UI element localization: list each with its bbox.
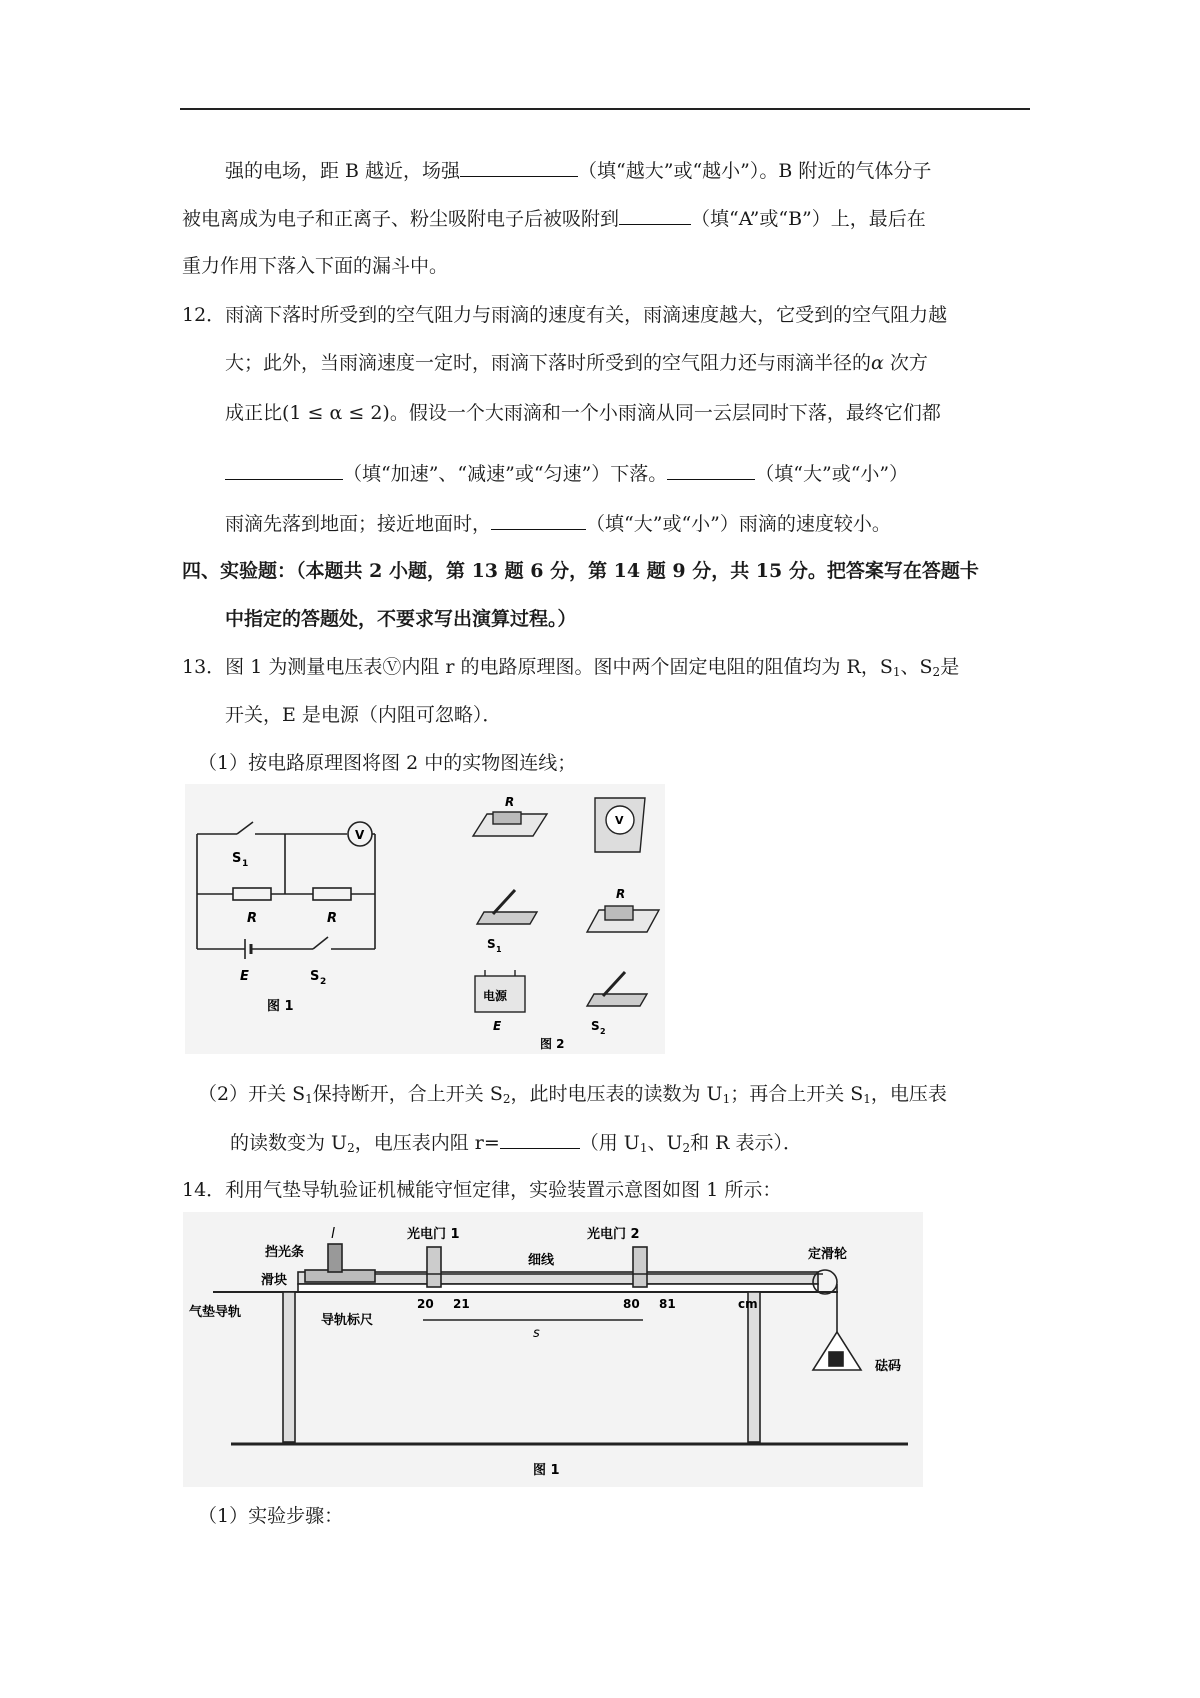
q13-part-1: （1）按电路原理图将图 2 中的实物图连线； — [198, 752, 577, 774]
label-r-mid: R — [616, 887, 626, 901]
q13-line-1 — [182, 655, 959, 679]
text: 是 — [940, 656, 960, 678]
label-voltmeter: V — [355, 828, 365, 842]
q14-part-1: （1）实验步骤： — [198, 1505, 344, 1527]
circuit-figure — [185, 784, 665, 1054]
label-s1: S — [232, 851, 242, 866]
label-string: 细线 — [528, 1253, 555, 1268]
alpha-symbol: α — [871, 352, 884, 374]
label-shade-strip: 挡光条 — [265, 1245, 305, 1260]
answer-blank[interactable] — [667, 461, 755, 480]
q13-part-2-line-1 — [198, 1082, 947, 1106]
label-sw2: S — [591, 1019, 600, 1033]
text: 、U — [647, 1132, 683, 1154]
tick-80: 80 — [623, 1297, 640, 1311]
label-power-source: 电源 — [483, 989, 508, 1003]
subscript: 2 — [502, 1092, 511, 1106]
tick-21: 21 — [453, 1297, 470, 1311]
q11-line-3: 重力作用下落入下面的漏斗中。 — [182, 255, 449, 277]
text: （填“A”或“B”）上，最后在 — [691, 208, 926, 230]
answer-blank[interactable] — [460, 158, 578, 177]
text: ，电压表 — [870, 1083, 947, 1105]
text: （2）开关 S — [198, 1083, 306, 1105]
label-s2: S — [310, 969, 320, 984]
label-e: E — [240, 969, 249, 984]
section-heading-line-1: 四、实验题：（本题共 2 小题，第 13 题 6 分，第 14 题 9 分，共 15 分。把答案写在答题卡 — [182, 560, 979, 582]
text: ，此时电压表的读数为 U — [510, 1083, 723, 1105]
q12-line-2 — [225, 351, 928, 375]
text: 保持断开，合上开关 S — [312, 1083, 503, 1105]
label-sw1-sub: 1 — [496, 945, 502, 954]
subscript: 1 — [305, 1092, 313, 1106]
text: 。假设一个大雨滴和一个小雨滴从同一云层同时下落，最终它们都 — [389, 402, 941, 424]
text: ；再合上开关 S — [730, 1083, 864, 1105]
tick-20: 20 — [417, 1297, 434, 1311]
text: （填“越大”或“越小”）。B 附近的气体分子 — [578, 160, 932, 182]
text: （填“大”或“小”） — [755, 463, 909, 485]
text: （用 U — [579, 1132, 640, 1154]
label-r-right: R — [327, 911, 338, 926]
caption-fig1: 图 1 — [267, 999, 294, 1014]
caption-fig2: 图 2 — [540, 1037, 565, 1051]
circuit-svg — [185, 784, 665, 1054]
air-track-svg — [183, 1212, 923, 1487]
text: 、S — [900, 656, 933, 678]
answer-blank[interactable] — [619, 206, 691, 225]
q13-part-2-line-2 — [230, 1130, 802, 1155]
subscript: 1 — [639, 1141, 648, 1155]
text: 的读数变为 U — [230, 1132, 348, 1154]
text: 成正比 — [225, 402, 283, 424]
answer-blank[interactable] — [491, 511, 586, 530]
label-track-scale: 导轨标尺 — [321, 1313, 374, 1328]
label-gate-1: 光电门 1 — [407, 1227, 460, 1242]
q12-line-1: 12．雨滴下落时所受到的空气阻力与雨滴的速度有关，雨滴速度越大，它受到的空气阻力越 — [182, 304, 948, 326]
label-s: s — [533, 1326, 540, 1341]
text: 雨滴先落到地面；接近地面时， — [225, 513, 492, 535]
label-s2-sub: 2 — [320, 977, 327, 987]
subscript: 1 — [892, 665, 901, 679]
label-s1-sub: 1 — [242, 859, 249, 869]
q12-line-5 — [225, 511, 891, 536]
label-sw2-sub: 2 — [600, 1027, 606, 1036]
air-track-figure — [183, 1212, 923, 1487]
subscript: 2 — [347, 1141, 355, 1155]
unit-cm: cm — [738, 1297, 758, 1311]
text: 次方 — [883, 352, 928, 374]
answer-blank[interactable] — [500, 1130, 580, 1149]
label-source-e: E — [493, 1019, 502, 1033]
subscript: 1 — [722, 1092, 731, 1106]
q12-line-3 — [225, 401, 941, 425]
text: （填“大”或“小”）雨滴的速度较小。 — [586, 513, 891, 535]
tick-81: 81 — [659, 1297, 676, 1311]
text: （填“加速”、“减速”或“匀速”）下落。 — [343, 463, 668, 485]
text: 13．图 1 为测量电压表Ⓥ内阻 r 的电路原理图。图中两个固定电阻的阻值均为 R，S — [182, 656, 893, 678]
label-r-left: R — [247, 911, 258, 926]
section-heading-line-2: 中指定的答题处，不要求写出演算过程。） — [225, 608, 577, 630]
q14-line-1: 14．利用气垫导轨验证机械能守恒定律，实验装置示意图如图 1 所示： — [182, 1179, 782, 1201]
label-l: l — [331, 1226, 335, 1242]
label-slider: 滑块 — [261, 1273, 288, 1288]
header-rule — [180, 108, 1030, 110]
subscript: 2 — [682, 1141, 691, 1155]
label-r-top: R — [505, 795, 515, 809]
subscript: 1 — [863, 1092, 871, 1106]
label-meter-v: V — [615, 814, 624, 827]
answer-blank[interactable] — [225, 461, 343, 480]
text: 被电离成为电子和正离子、粉尘吸附电子后被吸附到 — [182, 208, 620, 230]
caption-track-fig: 图 1 — [533, 1463, 560, 1478]
subscript: 2 — [932, 665, 941, 679]
text: ，电压表内阻 r= — [354, 1132, 500, 1154]
label-sw1: S — [487, 937, 496, 951]
q11-line-1 — [225, 158, 931, 183]
text: 强的电场，距 B 越近，场强 — [225, 160, 461, 182]
alpha-range: (1 ≤ α ≤ 2) — [282, 402, 390, 424]
text: 和 R 表示）． — [690, 1132, 802, 1154]
q13-line-2: 开关，E 是电源（内阻可忽略）． — [225, 704, 502, 726]
label-weight: 砝码 — [875, 1359, 902, 1374]
label-air-track: 气垫导轨 — [189, 1305, 242, 1320]
label-pulley: 定滑轮 — [808, 1247, 848, 1262]
text: 大；此外，当雨滴速度一定时，雨滴下落时所受到的空气阻力还与雨滴半径的 — [225, 352, 872, 374]
q12-line-4 — [225, 461, 908, 486]
label-gate-2: 光电门 2 — [587, 1227, 640, 1242]
q11-line-2 — [182, 206, 926, 231]
